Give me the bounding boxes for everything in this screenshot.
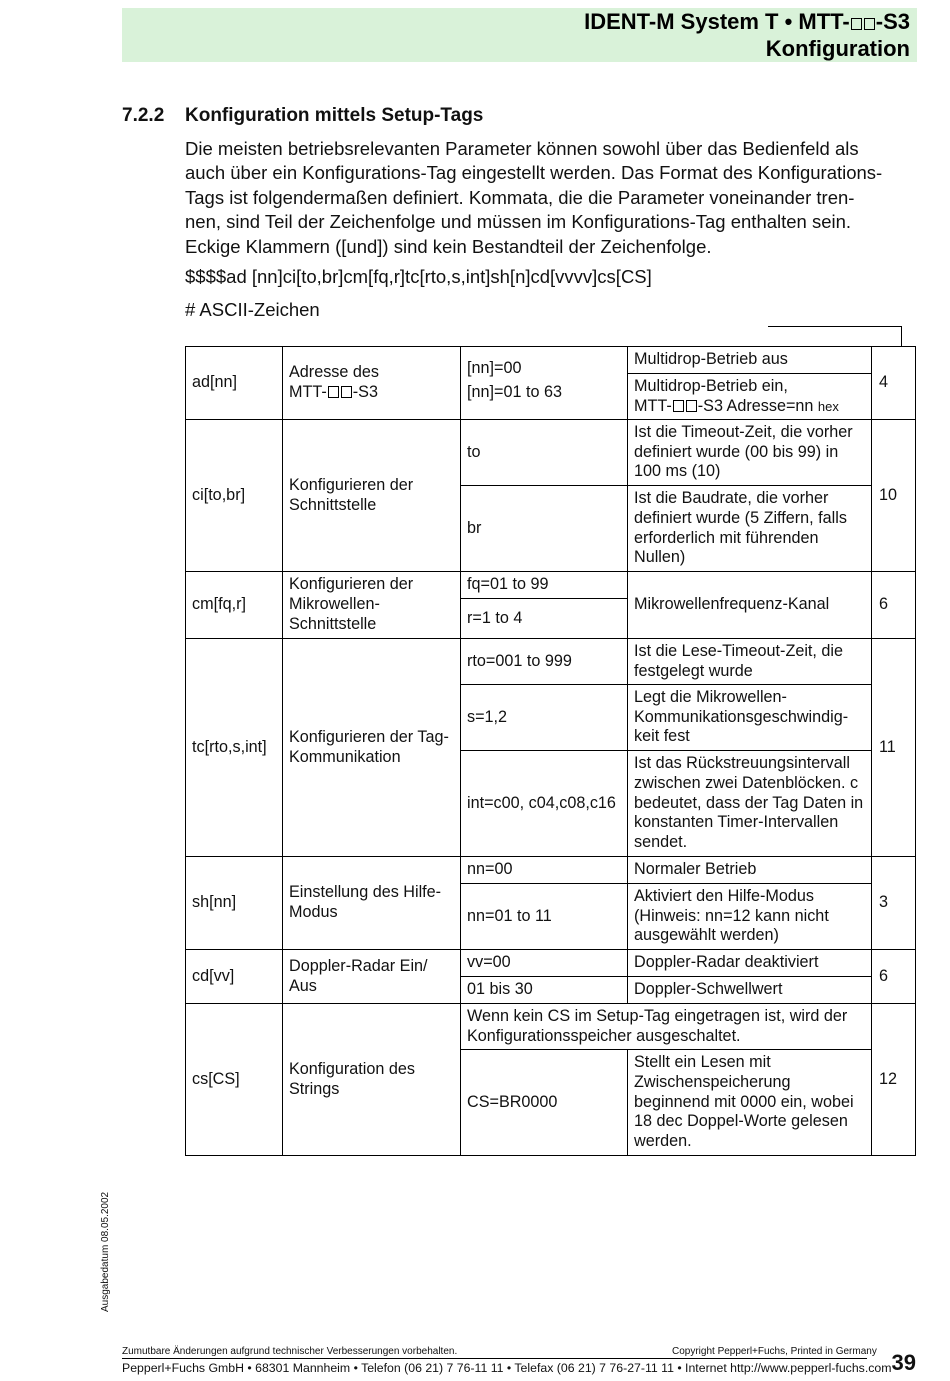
footer-disclaimer: Zumutbare Änderungen aufgrund technischer Verbesserungen vorbehalten. — [122, 1346, 458, 1357]
value-cell: rto=001 to 999 — [461, 639, 628, 685]
value-cell: to — [461, 420, 628, 486]
desc-cell: Konfigurieren der Mikrowellen-Schnittstelle — [283, 572, 461, 639]
meaning-cell: Ist das Rückstreuungsintervall zwischen zwei Datenblöcken. c bedeutet, dass der Tag Daten in konstanten Timer-Intervallen sendet. — [628, 751, 872, 857]
footer-copyright: Copyright Pepperl+Fuchs, Printed in Germany — [672, 1346, 877, 1357]
header-line1-suffix: -S3 — [875, 9, 910, 34]
desc-cell: Konfiguration des Strings — [283, 1004, 461, 1156]
param-cell: cm[fq,r] — [186, 572, 283, 639]
meaning-cell: Aktiviert den Hilfe-Modus (Hinweis: nn=12 kann nicht ausgewählt werden) — [628, 884, 872, 950]
param-cell: sh[nn] — [186, 857, 283, 950]
value-cell — [461, 347, 628, 420]
hex-suffix: hex — [817, 398, 839, 414]
param-cell: tc[rto,s,int] — [186, 639, 283, 857]
param-cell: ad[nn] — [186, 347, 283, 420]
meaning-text: -S3 Adresse=nn — [697, 396, 814, 415]
meaning-line: Multidrop-Betrieb ein, — [634, 376, 788, 395]
size-cell: 10 — [872, 420, 916, 572]
meaning-cell: Legt die Mikrowellen-Kommunikationsgeschwindig-keit fest — [628, 685, 872, 751]
meaning-cell — [628, 374, 872, 420]
body-line: nen, sind Teil der Zeichenfolge und müssen im Konfigurations-Tag enthalten sein. — [185, 211, 852, 233]
ascii-note: # ASCII-Zeichen — [185, 299, 320, 320]
meaning-cell: Doppler-Schwellwert — [628, 977, 872, 1004]
param-cell: ci[to,br] — [186, 420, 283, 572]
value-cell: br — [461, 486, 628, 572]
footer-contact: Pepperl+Fuchs GmbH • 68301 Mannheim • Telefon (06 21) 7 76-11 11 • Telefax (06 21) 7 76-27-11 11 • Internet http://www.pepperl-fuchs.com — [122, 1361, 892, 1375]
desc-line: Adresse des — [289, 363, 379, 382]
value-line: [nn]=01 to 63 — [467, 382, 562, 401]
desc-cell: Konfigurieren der Tag-Kommunikation — [283, 639, 461, 857]
placeholder-box-icon — [673, 400, 684, 412]
value-cell: CS=BR0000 — [461, 1050, 628, 1156]
section-title: Konfiguration mittels Setup-Tags — [185, 105, 484, 126]
value-line: [nn]=00 — [467, 359, 522, 377]
body-line: Tags ist folgendermaßen definiert. Kommata, die die Parameter voneinander tren- — [185, 186, 855, 208]
placeholder-box-icon — [851, 18, 862, 30]
page-number: 39 — [891, 1350, 916, 1375]
meaning-cell: Stellt ein Lesen mit Zwischenspeicherung beginnend mit 0000 ein, wobei 18 dec Doppel-Worte gelesen werden. — [628, 1050, 872, 1156]
value-cell: int=c00, c04,c08,c16 — [461, 751, 628, 857]
size-cell: 6 — [872, 572, 916, 639]
size-cell: 11 — [872, 639, 916, 857]
body-line: Die meisten betriebsrelevanten Parameter können sowohl über das Bedienfeld als — [185, 138, 859, 159]
placeholder-box-icon — [686, 400, 697, 412]
desc-cell: Konfigurieren der Schnittstelle — [283, 420, 461, 572]
footer-divider — [122, 1358, 867, 1359]
value-cell: 01 bis 30 — [461, 977, 628, 1004]
meaning-cell: Multidrop-Betrieb aus — [628, 347, 872, 374]
placeholder-box-icon — [864, 18, 875, 30]
size-cell: 12 — [872, 1004, 916, 1156]
meaning-cell: Ist die Baudrate, die vorher definiert wurde (5 Ziffern, falls erforderlich mit führenden Nullen) — [628, 486, 872, 572]
size-bracket-right — [901, 326, 902, 346]
placeholder-box-icon — [341, 386, 352, 398]
desc-cell: Einstellung des Hilfe-Modus — [283, 857, 461, 950]
body-line: Eckige Klammern ([und]) sind kein Bestandteil der Zeichenfolge. — [185, 235, 712, 257]
size-cell: 4 — [872, 347, 916, 420]
meaning-cell: Ist die Lese-Timeout-Zeit, die festgelegt wurde — [628, 639, 872, 685]
meaning-cell: Normaler Betrieb — [628, 857, 872, 884]
param-cell: cd[vv] — [186, 950, 283, 1004]
value-cell: nn=01 to 11 — [461, 884, 628, 950]
issue-date: Ausgabedatum 08.05.2002 — [100, 1191, 111, 1312]
desc-line — [289, 383, 454, 403]
note-cell: Wenn kein CS im Setup-Tag eingetragen ist, wird der Konfigurationsspeicher ausgeschaltet. — [461, 1004, 872, 1050]
value-cell: nn=00 — [461, 857, 628, 884]
desc-text: -S3 — [352, 383, 378, 401]
meaning-text: MTT- — [634, 396, 672, 415]
meaning-line — [634, 397, 865, 417]
configuration-table — [185, 346, 916, 1156]
desc-text: MTT- — [289, 383, 327, 401]
header-line1-prefix: IDENT-M System T • MTT- — [584, 9, 850, 34]
value-cell: fq=01 to 99 — [461, 572, 628, 599]
desc-cell: Doppler-Radar Ein/ Aus — [283, 950, 461, 1004]
value-cell: vv=00 — [461, 950, 628, 977]
meaning-cell: Mikrowellenfrequenz-Kanal — [628, 572, 872, 639]
desc-cell — [283, 347, 461, 420]
body-line: auch über ein Konfigurations-Tag eingestellt werden. Das Format des Konfigurations- — [185, 162, 883, 184]
value-cell: s=1,2 — [461, 685, 628, 751]
param-cell: cs[CS] — [186, 1004, 283, 1156]
meaning-cell: Doppler-Radar deaktiviert — [628, 950, 872, 977]
section-number: 7.2.2 — [122, 105, 165, 126]
intro-paragraph — [185, 137, 915, 259]
size-cell: 3 — [872, 857, 916, 950]
placeholder-box-icon — [328, 386, 339, 398]
page-header-title — [584, 8, 910, 62]
size-bracket-top — [768, 326, 902, 327]
format-string: $$$$ad [nn]ci[to,br]cm[fq,r]tc[rto,s,int]sh[n]cd[vvvv]cs[CS] — [185, 266, 652, 287]
header-line2: Konfiguration — [765, 36, 910, 61]
meaning-cell: Ist die Timeout-Zeit, die vorher definiert wurde (00 bis 99) in 100 ms (10) — [628, 420, 872, 486]
value-cell: r=1 to 4 — [461, 599, 628, 639]
size-cell: 6 — [872, 950, 916, 1004]
